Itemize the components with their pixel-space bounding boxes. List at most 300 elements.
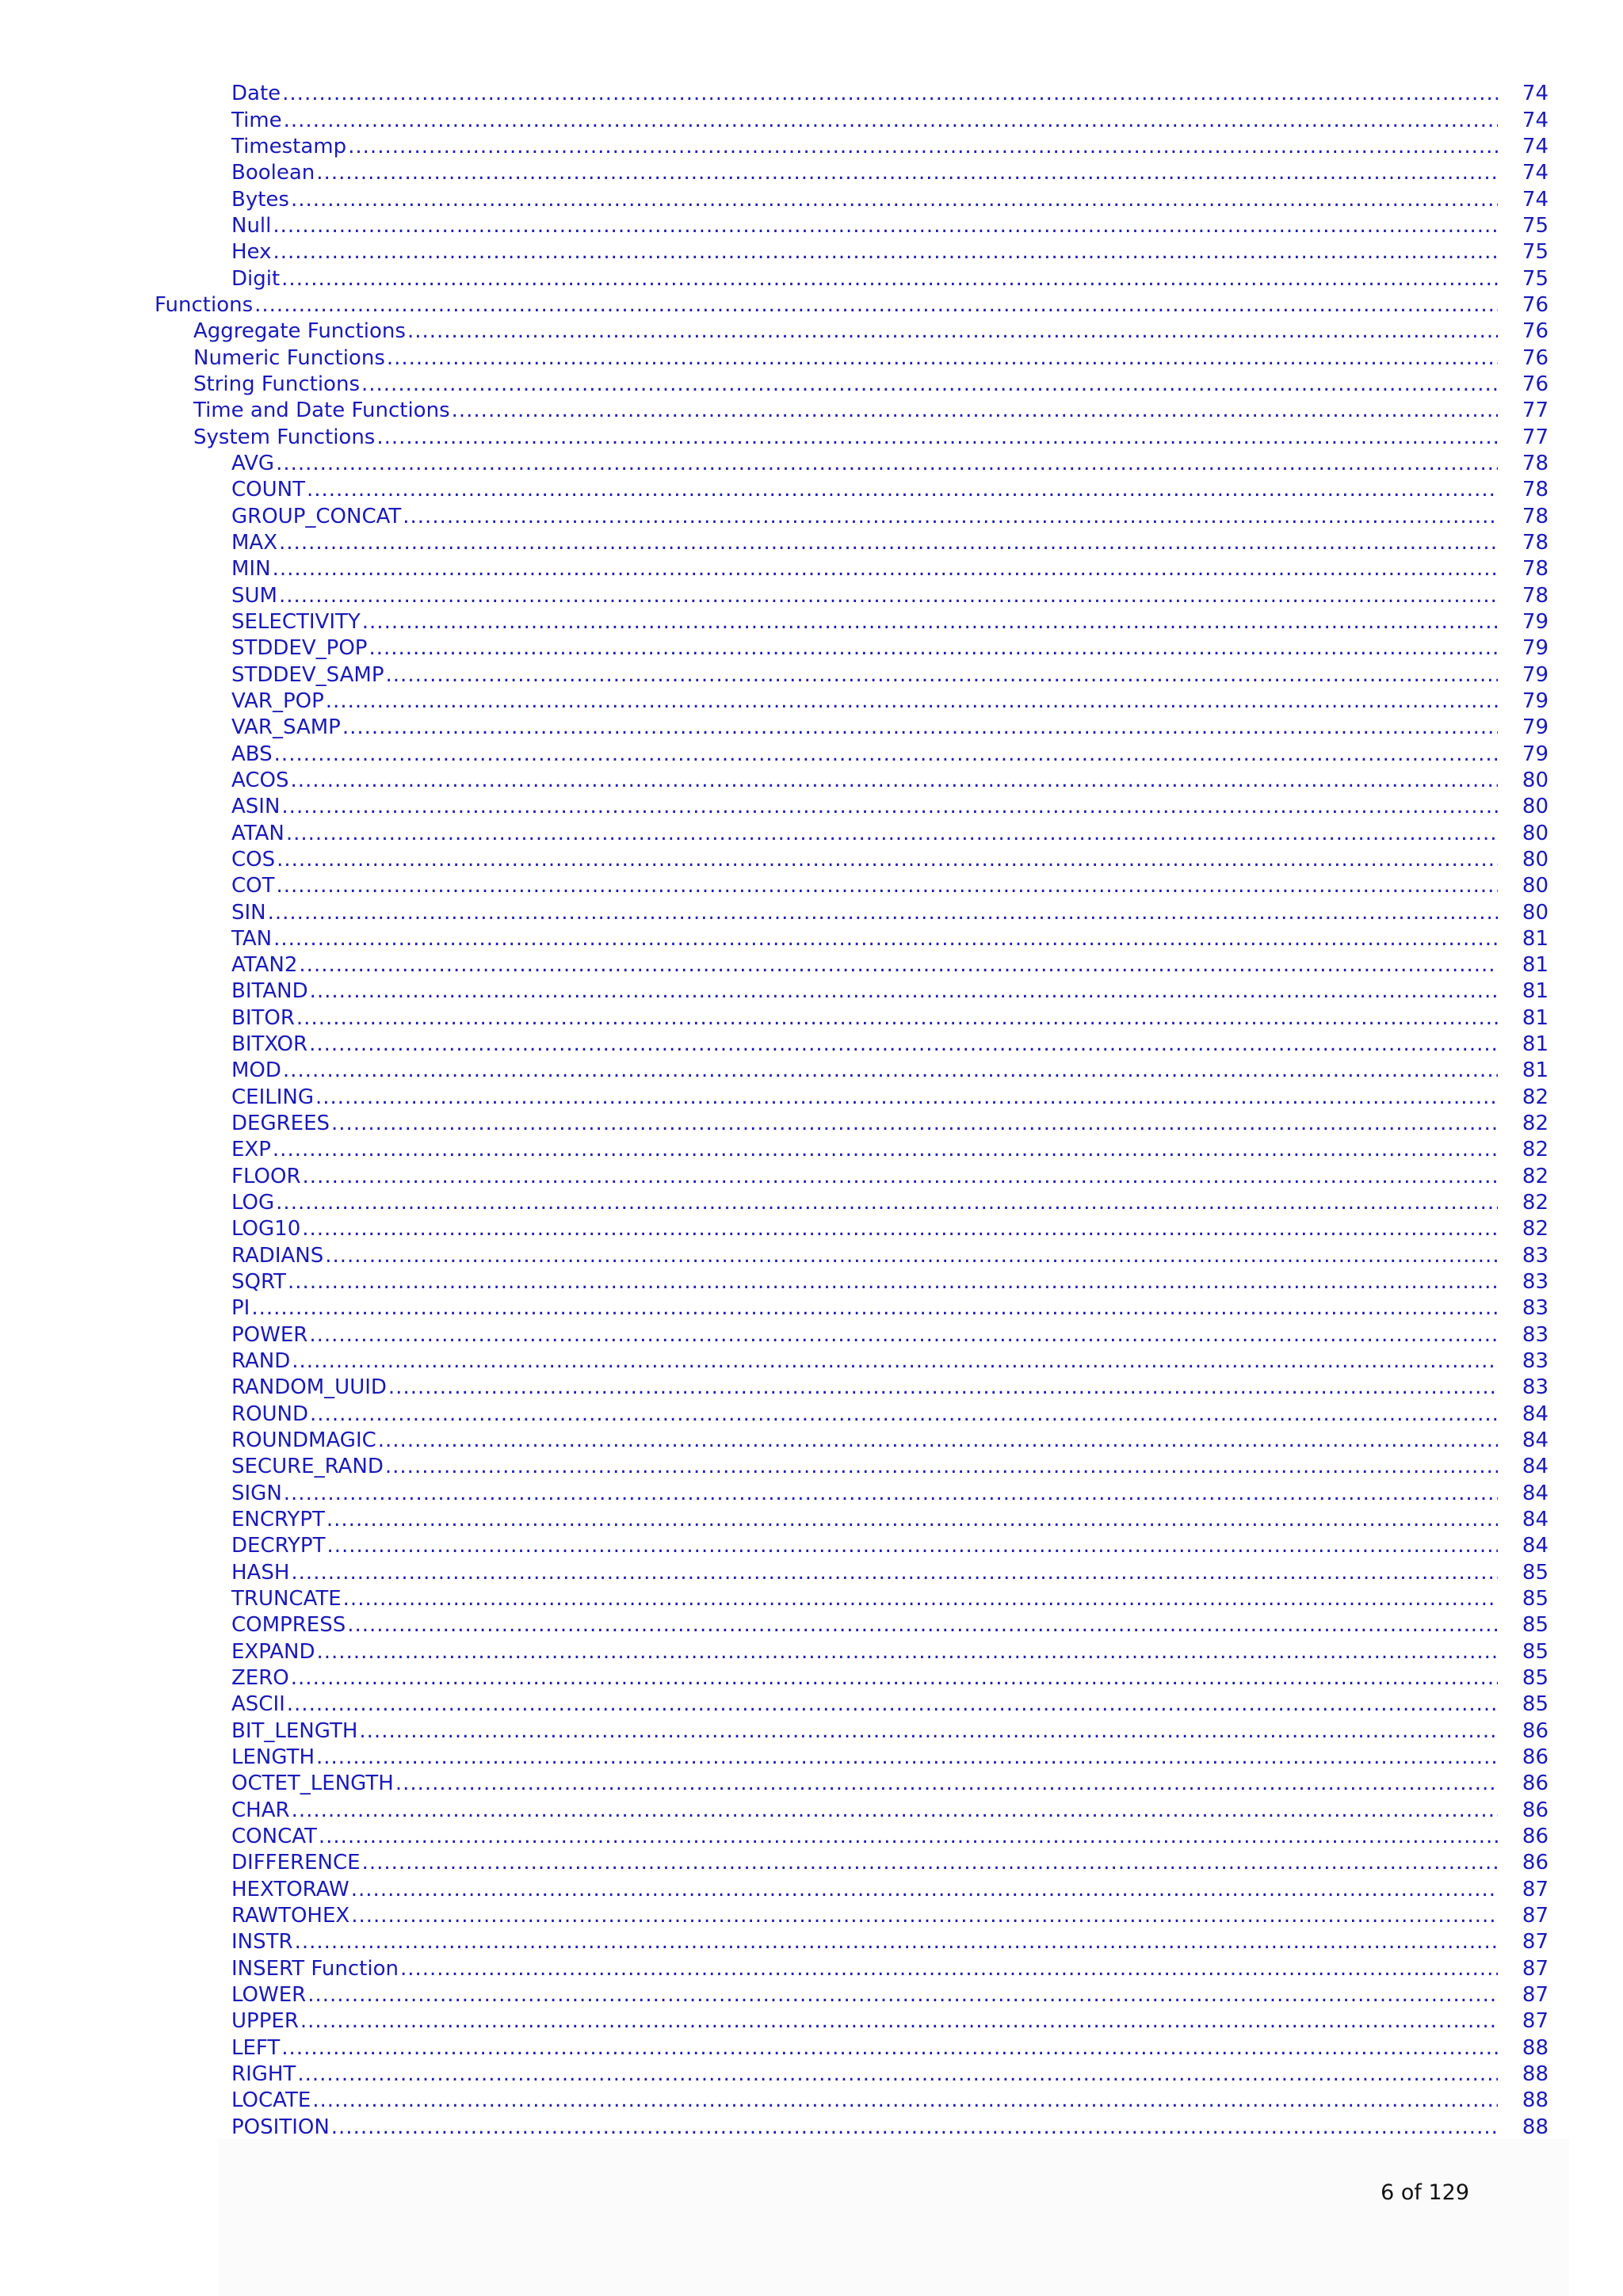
toc-entry[interactable] [0, 792, 1623, 818]
toc-entry-page-number[interactable]: 85 [1522, 1666, 1549, 1691]
toc-entry[interactable] [0, 1716, 1623, 1742]
toc-entry[interactable] [0, 79, 1623, 105]
toc-entry-title[interactable]: System Functions [193, 425, 376, 449]
toc-entry[interactable] [0, 1505, 1623, 1531]
toc-entry-title[interactable]: Time [231, 108, 282, 132]
toc-dot-leader [279, 531, 1498, 555]
toc-entry-page-number[interactable]: 86 [1522, 1824, 1549, 1848]
toc-entry-title[interactable]: SIN [231, 900, 266, 925]
toc-entry[interactable] [0, 634, 1623, 660]
toc-entry-title[interactable]: SELECTIVITY [231, 609, 361, 634]
toc-dot-leader [268, 901, 1498, 925]
toc-entry-title[interactable]: DIFFERENCE [231, 1851, 361, 1875]
toc-dot-leader [309, 1323, 1498, 1347]
toc-dot-leader [291, 1561, 1498, 1585]
toc-entry-page-number[interactable]: 81 [1522, 979, 1549, 1004]
toc-entry-page-number[interactable]: 84 [1522, 1428, 1549, 1453]
toc-entry[interactable] [0, 1399, 1623, 1425]
toc-entry-title[interactable]: EXP [231, 1138, 271, 1162]
toc-entry[interactable] [0, 2007, 1623, 2033]
toc-entry[interactable] [0, 1611, 1623, 1637]
toc-entry[interactable] [0, 608, 1623, 634]
toc-entry[interactable] [0, 2033, 1623, 2059]
toc-entry-page-number[interactable]: 74 [1522, 161, 1549, 185]
toc-dot-leader [276, 452, 1498, 475]
toc-entry-title[interactable]: LOG10 [231, 1217, 301, 1241]
toc-entry[interactable] [0, 1056, 1623, 1082]
toc-entry-title[interactable]: SQRT [231, 1270, 287, 1295]
toc-entry[interactable] [0, 1268, 1623, 1294]
toc-dot-leader [376, 425, 1498, 449]
toc-entry-title[interactable]: VAR_POP [231, 688, 324, 713]
toc-dot-leader [295, 1930, 1498, 1954]
toc-entry[interactable] [0, 1373, 1623, 1399]
toc-entry-title[interactable]: Aggregate Functions [193, 319, 406, 344]
toc-entry[interactable] [0, 2112, 1623, 2138]
toc-entry-page-number[interactable]: 76 [1522, 319, 1549, 344]
toc-entry-title[interactable]: ABS [231, 742, 273, 766]
toc-entry[interactable] [0, 238, 1623, 264]
toc-dot-leader [351, 1878, 1498, 1901]
toc-entry[interactable] [0, 1901, 1623, 1928]
toc-dot-leader [283, 1058, 1498, 1082]
toc-entry-title[interactable]: TRUNCATE [231, 1587, 342, 1611]
toc-entry-title[interactable]: ENCRYPT [231, 1508, 325, 1532]
toc-entry[interactable] [0, 1954, 1623, 1980]
toc-entry-page-number[interactable]: 87 [1522, 1930, 1549, 1955]
toc-entry[interactable] [0, 317, 1623, 343]
toc-entry-page-number[interactable]: 84 [1522, 1402, 1549, 1426]
toc-entry[interactable] [0, 264, 1623, 290]
toc-entry-page-number[interactable]: 74 [1522, 187, 1549, 212]
toc-dot-leader [347, 1613, 1498, 1637]
toc-entry-title[interactable]: CONCAT [231, 1824, 317, 1848]
toc-entry-title[interactable]: RADIANS [231, 1243, 324, 1268]
toc-entry-page-number[interactable]: 81 [1522, 953, 1549, 978]
toc-entry-page-number[interactable]: 85 [1522, 1587, 1549, 1611]
toc-entry-page-number[interactable]: 82 [1522, 1112, 1549, 1136]
toc-entry[interactable] [0, 1188, 1623, 1215]
toc-entry-page-number[interactable]: 79 [1522, 662, 1549, 687]
toc-entry-page-number[interactable]: 78 [1522, 557, 1549, 582]
toc-entry-title[interactable]: LEFT [231, 2035, 281, 2060]
toc-entry-title[interactable]: VAR_SAMP [231, 715, 341, 740]
toc-entry[interactable] [0, 1320, 1623, 1346]
toc-entry-page-number[interactable]: 85 [1522, 1692, 1549, 1717]
toc-entry-page-number[interactable]: 83 [1522, 1349, 1549, 1374]
toc-entry-page-number[interactable]: 74 [1522, 82, 1549, 106]
toc-entry[interactable] [0, 343, 1623, 369]
toc-entry[interactable] [0, 1452, 1623, 1478]
toc-entry-page-number[interactable]: 81 [1522, 926, 1549, 951]
toc-dot-leader [297, 2062, 1498, 2086]
toc-entry-title[interactable]: EXPAND [231, 1639, 315, 1664]
toc-entry[interactable] [0, 977, 1623, 1003]
toc-entry-page-number[interactable]: 79 [1522, 688, 1549, 713]
toc-dot-leader [291, 188, 1498, 212]
toc-dot-leader [315, 1085, 1498, 1109]
toc-entry-title[interactable]: ZERO [231, 1666, 289, 1691]
toc-entry-page-number[interactable]: 78 [1522, 504, 1549, 528]
toc-dot-leader [307, 478, 1498, 502]
toc-dot-leader [378, 1428, 1498, 1452]
toc-dot-leader [276, 1191, 1498, 1215]
toc-entry-title[interactable]: HASH [231, 1560, 290, 1585]
toc-entry[interactable] [0, 528, 1623, 555]
toc-entry[interactable] [0, 687, 1623, 713]
toc-entry-page-number[interactable]: 87 [1522, 1982, 1549, 2007]
toc-entry-title[interactable]: DEGREES [231, 1112, 330, 1136]
toc-dot-leader [251, 1296, 1498, 1320]
toc-entry-title[interactable]: BITAND [231, 979, 308, 1004]
toc-entry[interactable] [0, 475, 1623, 502]
toc-entry-page-number[interactable]: 78 [1522, 478, 1549, 502]
toc-dot-leader [369, 636, 1498, 660]
toc-dot-leader [342, 715, 1498, 739]
toc-entry-title[interactable]: STDDEV_SAMP [231, 662, 384, 687]
toc-entry-title[interactable]: LENGTH [231, 1745, 315, 1769]
toc-entry-title[interactable]: Functions [155, 292, 254, 317]
toc-entry[interactable] [0, 1082, 1623, 1108]
toc-entry-page-number[interactable]: 75 [1522, 213, 1549, 238]
toc-entry-page-number[interactable]: 83 [1522, 1243, 1549, 1268]
toc-entry-page-number[interactable]: 86 [1522, 1772, 1549, 1796]
toc-entry-title[interactable]: BITOR [231, 1005, 295, 1030]
toc-entry-title[interactable]: PI [231, 1296, 250, 1321]
toc-entry-page-number[interactable]: 77 [1522, 425, 1549, 449]
toc-entry-page-number[interactable]: 86 [1522, 1798, 1549, 1822]
toc-entry-title[interactable]: Timestamp [231, 134, 347, 158]
toc-dot-leader [286, 822, 1498, 845]
toc-entry-page-number[interactable]: 77 [1522, 399, 1549, 423]
toc-dot-leader [292, 1349, 1498, 1373]
toc-entry-title[interactable]: COS [231, 847, 276, 871]
toc-entry[interactable] [0, 1769, 1623, 1795]
toc-dot-leader [307, 1983, 1498, 2007]
toc-dot-leader [325, 1244, 1498, 1268]
toc-dot-leader [327, 1508, 1498, 1531]
toc-entry[interactable] [0, 1215, 1623, 1241]
toc-entry[interactable] [0, 1030, 1623, 1056]
toc-entry-title[interactable]: CHAR [231, 1798, 290, 1822]
toc-entry[interactable] [0, 2060, 1623, 2086]
toc-entry-page-number[interactable]: 85 [1522, 1613, 1549, 1638]
toc-entry-page-number[interactable]: 79 [1522, 742, 1549, 766]
toc-entry-title[interactable]: RIGHT [231, 2061, 296, 2086]
toc-entry-title[interactable]: ASIN [231, 795, 281, 819]
toc-dot-leader [299, 953, 1498, 977]
toc-entry-title[interactable]: Null [231, 213, 272, 238]
toc-entry[interactable] [0, 1848, 1623, 1875]
toc-entry-page-number[interactable]: 80 [1522, 900, 1549, 925]
toc-entry[interactable] [0, 396, 1623, 422]
toc-entry[interactable] [0, 1161, 1623, 1188]
toc-dot-leader [362, 1851, 1498, 1875]
toc-dot-leader [291, 1666, 1498, 1690]
toc-entry-page-number[interactable]: 76 [1522, 345, 1549, 370]
toc-entry-page-number[interactable]: 74 [1522, 134, 1549, 158]
toc-entry[interactable] [0, 871, 1623, 898]
toc-entry-title[interactable]: SECURE_RAND [231, 1455, 384, 1479]
toc-entry-page-number[interactable]: 79 [1522, 609, 1549, 634]
toc-entry-title[interactable]: BIT_LENGTH [231, 1718, 358, 1743]
toc-entry[interactable] [0, 1426, 1623, 1452]
toc-entry-title[interactable]: ATAN2 [231, 953, 298, 978]
toc-entry[interactable] [0, 449, 1623, 475]
toc-entry-page-number[interactable]: 83 [1522, 1270, 1549, 1295]
toc-entry[interactable] [0, 925, 1623, 951]
toc-entry-page-number[interactable]: 84 [1522, 1455, 1549, 1479]
toc-dot-leader [310, 1402, 1498, 1426]
toc-entry[interactable] [0, 1531, 1623, 1558]
toc-entry-page-number[interactable]: 82 [1522, 1191, 1549, 1215]
toc-entry-title[interactable]: HEXTORAW [231, 1877, 349, 1901]
toc-entry-title[interactable]: SIGN [231, 1481, 282, 1505]
toc-dot-leader [287, 1692, 1498, 1716]
toc-dot-leader [292, 1798, 1498, 1822]
toc-dot-leader [317, 1640, 1498, 1664]
toc-entry-title[interactable]: COT [231, 874, 275, 898]
toc-entry-title[interactable]: BITXOR [231, 1032, 308, 1057]
toc-dot-leader [400, 1957, 1498, 1981]
toc-entry[interactable] [0, 818, 1623, 845]
toc-entry-title[interactable]: ASCII [231, 1692, 285, 1717]
toc-entry[interactable] [0, 1135, 1623, 1161]
toc-dot-leader [284, 1482, 1498, 1505]
toc-entry[interactable] [0, 1294, 1623, 1320]
toc-dot-leader [296, 1006, 1498, 1030]
toc-entry-page-number[interactable]: 88 [1522, 2035, 1549, 2060]
toc-entry[interactable] [0, 1743, 1623, 1769]
toc-entry-page-number[interactable]: 81 [1522, 1032, 1549, 1057]
toc-entry-page-number[interactable]: 87 [1522, 2009, 1549, 2034]
toc-dot-leader [310, 979, 1498, 1003]
toc-dot-leader [254, 293, 1498, 317]
toc-entry[interactable] [0, 370, 1623, 396]
toc-entry[interactable] [0, 1558, 1623, 1584]
toc-entry[interactable] [0, 555, 1623, 581]
toc-entry-title[interactable]: ROUNDMAGIC [231, 1428, 376, 1453]
toc-entry-title[interactable]: MOD [231, 1058, 281, 1083]
toc-entry-page-number[interactable]: 85 [1522, 1639, 1549, 1664]
table-of-contents [0, 79, 1623, 2139]
toc-entry-page-number[interactable]: 74 [1522, 108, 1549, 132]
toc-entry[interactable] [0, 1664, 1623, 1690]
toc-entry-title[interactable]: POWER [231, 1322, 308, 1347]
toc-entry-title[interactable]: LOCATE [231, 2088, 311, 2113]
toc-entry-page-number[interactable]: 80 [1522, 847, 1549, 871]
toc-entry-page-number[interactable]: 85 [1522, 1560, 1549, 1585]
toc-entry[interactable] [0, 1585, 1623, 1611]
toc-entry-title[interactable]: INSERT Function [231, 1956, 399, 1981]
toc-entry-title[interactable]: Numeric Functions [193, 345, 385, 370]
toc-dot-leader [385, 1455, 1498, 1478]
toc-entry-page-number[interactable]: 80 [1522, 821, 1549, 845]
toc-entry-page-number[interactable]: 80 [1522, 795, 1549, 819]
toc-entry-page-number[interactable]: 82 [1522, 1085, 1549, 1109]
toc-entry-title[interactable]: GROUP_CONCAT [231, 504, 402, 528]
toc-dot-leader [316, 161, 1498, 185]
toc-entry-page-number[interactable]: 80 [1522, 768, 1549, 792]
toc-entry-title[interactable]: MIN [231, 557, 271, 582]
page-number-footer: 6 of 129 [1381, 2180, 1469, 2205]
toc-entry-title[interactable]: ATAN [231, 821, 285, 845]
toc-dot-leader [290, 769, 1498, 792]
toc-entry[interactable] [0, 1241, 1623, 1267]
toc-entry-page-number[interactable]: 80 [1522, 874, 1549, 898]
toc-entry-page-number[interactable]: 82 [1522, 1138, 1549, 1162]
toc-dot-leader [281, 267, 1498, 291]
toc-entry[interactable] [0, 1822, 1623, 1848]
toc-entry-page-number[interactable]: 84 [1522, 1508, 1549, 1532]
toc-dot-leader [386, 663, 1498, 687]
toc-entry-title[interactable]: TAN [231, 926, 273, 951]
toc-entry-title[interactable]: AVG [231, 451, 275, 475]
toc-dot-leader [300, 2009, 1498, 2033]
toc-entry-title[interactable]: FLOOR [231, 1164, 301, 1188]
toc-entry-page-number[interactable]: 78 [1522, 530, 1549, 555]
toc-entry[interactable] [0, 105, 1623, 132]
toc-entry-page-number[interactable]: 78 [1522, 451, 1549, 475]
toc-dot-leader [331, 1112, 1498, 1135]
toc-entry[interactable] [0, 1478, 1623, 1505]
toc-entry-title[interactable]: DECRYPT [231, 1534, 326, 1558]
toc-entry-page-number[interactable]: 88 [1522, 2061, 1549, 2086]
toc-entry[interactable] [0, 1003, 1623, 1029]
toc-entry-title[interactable]: UPPER [231, 2009, 299, 2034]
toc-entry-page-number[interactable]: 75 [1522, 266, 1549, 291]
toc-entry[interactable] [0, 739, 1623, 765]
toc-entry[interactable] [0, 766, 1623, 792]
toc-entry-page-number[interactable]: 88 [1522, 2088, 1549, 2113]
toc-dot-leader [303, 1165, 1498, 1188]
toc-entry-page-number[interactable]: 81 [1522, 1058, 1549, 1083]
toc-entry[interactable] [0, 158, 1623, 185]
toc-entry-title[interactable]: Bytes [231, 187, 289, 212]
toc-entry[interactable] [0, 1637, 1623, 1663]
toc-entry-title[interactable]: Date [231, 82, 281, 106]
toc-entry[interactable] [0, 845, 1623, 871]
toc-dot-leader [288, 1270, 1498, 1294]
toc-dot-leader [343, 1587, 1498, 1611]
toc-entry[interactable] [0, 660, 1623, 686]
toc-dot-leader [452, 399, 1498, 422]
toc-entry[interactable] [0, 502, 1623, 528]
toc-entry-page-number[interactable]: 76 [1522, 372, 1549, 396]
toc-entry-title[interactable]: Hex [231, 240, 272, 265]
toc-entry-title[interactable]: COUNT [231, 478, 305, 502]
toc-dot-leader [309, 1032, 1498, 1056]
toc-entry-title[interactable]: SUM [231, 583, 277, 608]
toc-entry-page-number[interactable]: 76 [1522, 292, 1549, 317]
toc-entry-page-number[interactable]: 78 [1522, 583, 1549, 608]
toc-entry-page-number[interactable]: 86 [1522, 1851, 1549, 1875]
toc-dot-leader [403, 505, 1498, 528]
toc-entry-title[interactable]: LOWER [231, 1982, 307, 2007]
toc-entry[interactable] [0, 951, 1623, 977]
toc-entry-page-number[interactable]: 87 [1522, 1877, 1549, 1901]
toc-entry[interactable] [0, 898, 1623, 924]
toc-entry[interactable] [0, 1875, 1623, 1901]
toc-entry-page-number[interactable]: 83 [1522, 1296, 1549, 1321]
toc-entry-title[interactable]: Boolean [231, 161, 315, 185]
toc-entry-title[interactable]: OCTET_LENGTH [231, 1772, 394, 1796]
toc-entry-page-number[interactable]: 79 [1522, 636, 1549, 661]
toc-dot-leader [281, 2036, 1498, 2060]
toc-entry[interactable] [0, 1981, 1623, 2007]
toc-entry-title[interactable]: LOG [231, 1191, 275, 1215]
toc-entry-page-number[interactable]: 81 [1522, 1005, 1549, 1030]
toc-dot-leader [326, 689, 1498, 713]
toc-entry-title[interactable]: ROUND [231, 1402, 309, 1426]
toc-dot-leader [273, 1138, 1498, 1161]
toc-entry[interactable] [0, 1347, 1623, 1373]
toc-entry-title[interactable]: INSTR [231, 1930, 293, 1955]
toc-entry[interactable] [0, 1690, 1623, 1716]
toc-entry[interactable] [0, 132, 1623, 158]
toc-entry-title[interactable]: POSITION [231, 2115, 330, 2139]
toc-entry-title[interactable]: CEILING [231, 1085, 314, 1109]
toc-entry-page-number[interactable]: 84 [1522, 1534, 1549, 1558]
toc-entry-title[interactable]: ACOS [231, 768, 289, 792]
toc-entry-title[interactable]: COMPRESS [231, 1613, 346, 1638]
toc-entry[interactable] [0, 1928, 1623, 1954]
toc-entry[interactable] [0, 581, 1623, 607]
toc-entry[interactable] [0, 212, 1623, 238]
toc-entry[interactable] [0, 2086, 1623, 2112]
toc-entry-page-number[interactable]: 86 [1522, 1718, 1549, 1743]
toc-entry[interactable] [0, 291, 1623, 317]
toc-entry-title[interactable]: MAX [231, 530, 278, 555]
toc-dot-leader [282, 82, 1498, 105]
toc-entry[interactable] [0, 1109, 1623, 1135]
toc-entry-title[interactable]: RAND [231, 1349, 291, 1374]
toc-dot-leader [273, 240, 1498, 264]
toc-entry-title[interactable]: String Functions [193, 372, 360, 396]
toc-entry-page-number[interactable]: 82 [1522, 1217, 1549, 1241]
toc-dot-leader [407, 319, 1498, 343]
toc-dot-leader [281, 795, 1498, 818]
toc-entry-page-number[interactable]: 75 [1522, 240, 1549, 265]
toc-entry-page-number[interactable]: 86 [1522, 1745, 1549, 1769]
toc-entry-page-number[interactable]: 87 [1522, 1903, 1549, 1928]
toc-dot-leader [387, 346, 1498, 370]
toc-dot-leader [312, 2088, 1498, 2112]
toc-entry[interactable] [0, 422, 1623, 448]
toc-entry-title[interactable]: Digit [231, 266, 281, 291]
toc-dot-leader [273, 214, 1498, 238]
toc-dot-leader [351, 1904, 1498, 1928]
toc-entry-page-number[interactable]: 87 [1522, 1956, 1549, 1981]
toc-entry-page-number[interactable]: 82 [1522, 1164, 1549, 1188]
toc-entry-title[interactable]: STDDEV_POP [231, 636, 368, 661]
toc-entry-page-number[interactable]: 83 [1522, 1322, 1549, 1347]
toc-dot-leader [327, 1534, 1498, 1558]
toc-entry-title[interactable]: RANDOM_UUID [231, 1375, 387, 1400]
toc-entry-title[interactable]: RAWTOHEX [231, 1903, 350, 1928]
toc-dot-leader [359, 1719, 1498, 1743]
toc-dot-leader [316, 1745, 1498, 1769]
toc-entry[interactable] [0, 185, 1623, 211]
toc-entry[interactable] [0, 1795, 1623, 1821]
toc-entry-page-number[interactable]: 84 [1522, 1481, 1549, 1505]
toc-entry-title[interactable]: Time and Date Functions [193, 399, 450, 423]
toc-entry[interactable] [0, 713, 1623, 739]
toc-entry-page-number[interactable]: 88 [1522, 2115, 1549, 2139]
toc-dot-leader [277, 848, 1498, 871]
toc-entry-page-number[interactable]: 79 [1522, 715, 1549, 740]
toc-entry-page-number[interactable]: 83 [1522, 1375, 1549, 1400]
